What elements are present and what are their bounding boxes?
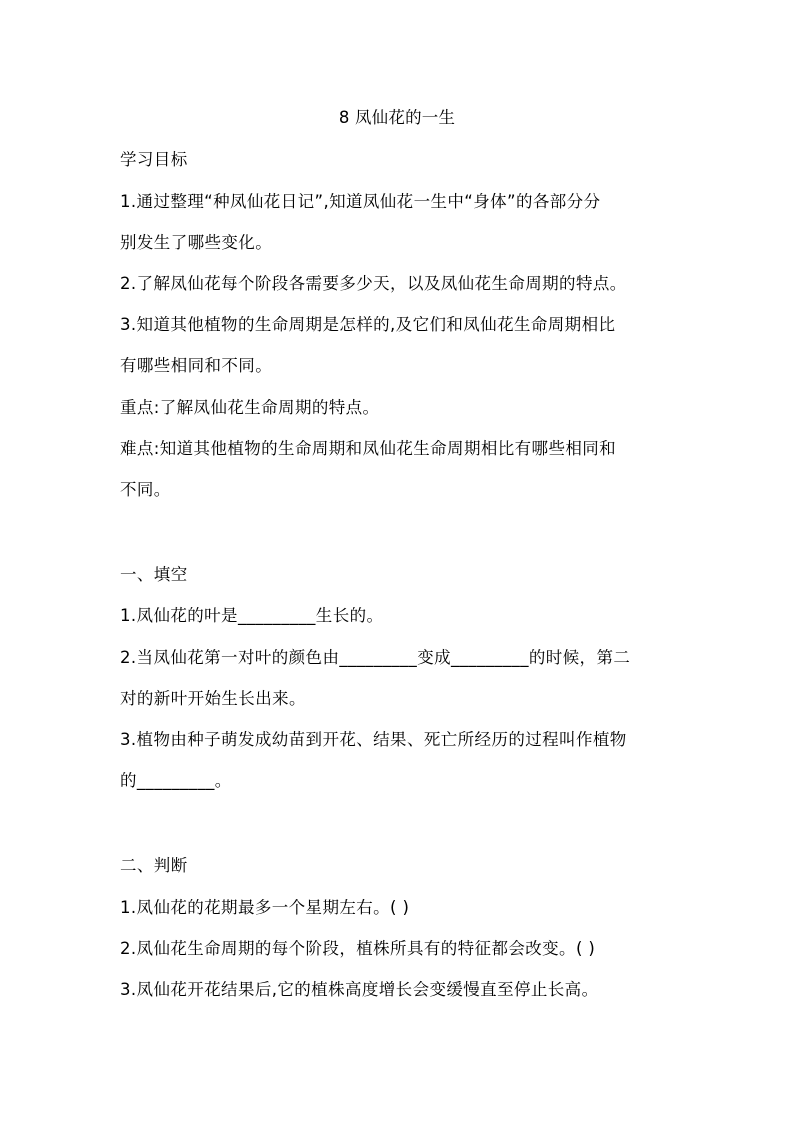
objective-line-1-cont: 别发生了哪些变化。 [120, 233, 273, 252]
difficult-point-line-2: 不同。 [120, 480, 171, 499]
true-false-q3: 3.凤仙花开花结果后,它的植株高度增长会变缓慢直至停止长高。 [120, 980, 599, 999]
fill-blank-q2: 2.当凤仙花第一对叶的颜色由_________变成_________的时候，第二 [120, 648, 631, 667]
difficult-point-line-1: 难点:知道其他植物的生命周期和凤仙花生命周期相比有哪些相同和 [120, 439, 617, 458]
objective-line-2: 2.了解凤仙花每个阶段各需要多少天，以及凤仙花生命周期的特点。 [120, 274, 627, 293]
objective-line-3-cont: 有哪些相同和不同。 [120, 356, 273, 375]
fill-blank-q3-cont: 的_________。 [120, 771, 232, 790]
objective-line-3: 3.知道其他植物的生命周期是怎样的,及它们和凤仙花生命周期相比 [120, 315, 616, 334]
true-false-q1: 1.凤仙花的花期最多一个星期左右。( ) [120, 898, 410, 917]
section-true-false-heading: 二、判断 [120, 856, 188, 875]
key-point: 重点:了解凤仙花生命周期的特点。 [120, 398, 380, 417]
objective-line-1: 1.通过整理“种凤仙花日记”,知道凤仙花一生中“身体”的各部分分 [120, 192, 601, 211]
section-fill-blank-heading: 一、填空 [120, 565, 188, 584]
document-title: 8 凤仙花的一生 [338, 108, 456, 127]
fill-blank-q2-cont: 对的新叶开始生长出来。 [120, 689, 306, 708]
true-false-q2: 2.凤仙花生命周期的每个阶段，植株所具有的特征都会改变。( ) [120, 939, 596, 958]
objectives-heading: 学习目标 [120, 150, 188, 169]
fill-blank-q3: 3.植物由种子萌发成幼苗到开花、结果、死亡所经历的过程叫作植物 [120, 730, 627, 749]
fill-blank-q1: 1.凤仙花的叶是_________生长的。 [120, 606, 384, 625]
